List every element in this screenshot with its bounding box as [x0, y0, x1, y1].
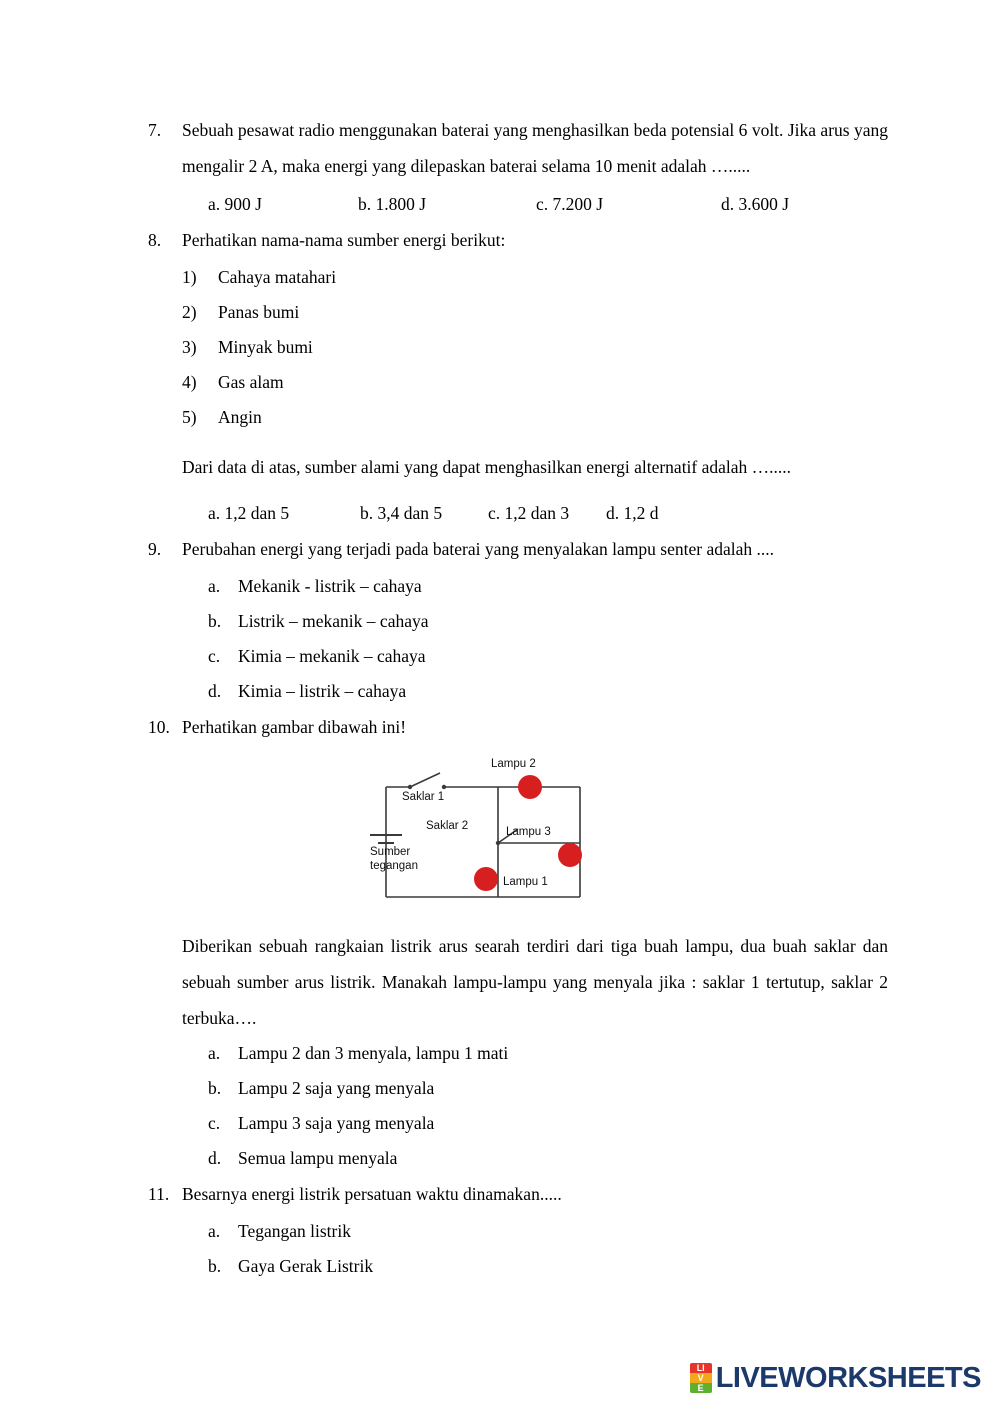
question-8-sub-item-5 — [182, 400, 888, 435]
circuit-diagram-svg — [358, 757, 618, 917]
question-10-option-b[interactable] — [208, 1071, 888, 1106]
question-7-options — [208, 186, 888, 222]
question-10-number: 10. — [148, 717, 170, 737]
option-text: Kimia – listrik – cahaya — [238, 681, 407, 701]
lamp-1-indicator — [474, 867, 498, 891]
option-label: a. — [208, 1221, 221, 1241]
question-7-option-a[interactable]: a. 900 J — [208, 194, 262, 214]
brand-name: LIVEWORKSHEETS — [715, 1361, 981, 1394]
label-switch-2: Saklar 2 — [426, 820, 469, 832]
option-label: a. — [208, 576, 221, 596]
question-11-number: 11. — [148, 1184, 170, 1204]
option-text: Tegangan listrik — [238, 1221, 351, 1241]
label-lamp-1: Lampu 1 — [503, 876, 548, 888]
option-text: Lampu 3 saja yang menyala — [238, 1113, 435, 1133]
question-8-option-b[interactable]: b. 3,4 dan 5 — [360, 503, 443, 523]
option-label: a. — [208, 1043, 221, 1063]
label-source-1: Sumber — [370, 846, 411, 858]
option-text: Listrik – mekanik – cahaya — [238, 611, 429, 631]
question-8-option-c[interactable]: c. 1,2 dan 3 — [488, 503, 570, 523]
question-9 — [148, 531, 888, 567]
liveworksheets-mark-icon — [690, 1363, 712, 1393]
question-11-option-b[interactable] — [208, 1249, 888, 1284]
label-lamp-3: Lampu 3 — [506, 826, 551, 838]
sub-item-label: 3) — [182, 337, 197, 357]
label-lamp-2: Lampu 2 — [491, 758, 536, 770]
label-source-2: tegangan — [370, 860, 418, 872]
sub-item-label: 4) — [182, 372, 197, 392]
question-10-option-a[interactable] — [208, 1036, 888, 1071]
question-8-sub-item-4 — [182, 365, 888, 400]
question-8-option-d[interactable]: d. 1,2 d — [606, 503, 659, 523]
question-9-option-d[interactable] — [208, 674, 888, 709]
option-text: Lampu 2 dan 3 menyala, lampu 1 mati — [238, 1043, 509, 1063]
brand-mark-line-3: E — [690, 1383, 712, 1393]
question-9-option-c[interactable] — [208, 639, 888, 674]
option-text: Lampu 2 saja yang menyala — [238, 1078, 435, 1098]
sub-item-label: 5) — [182, 407, 197, 427]
option-text: Semua lampu menyala — [238, 1148, 398, 1168]
question-7 — [148, 112, 888, 184]
sub-item-label: 2) — [182, 302, 197, 322]
liveworksheets-logo[interactable] — [690, 1361, 981, 1395]
document-content — [148, 112, 888, 1284]
question-7-number: 7. — [148, 120, 162, 140]
question-11-text: Besarnya energi listrik persatuan waktu dinamakan..... — [182, 1184, 562, 1204]
question-9-text: Perubahan energi yang terjadi pada baterai yang menyalakan lampu senter adalah .... — [182, 539, 775, 559]
question-11 — [148, 1176, 888, 1212]
question-7-text: Sebuah pesawat radio menggunakan baterai yang menghasilkan beda potensial 6 volt. Jika arus yang mengalir 2 A, maka energi yang dilepaskan baterai selama 10 menit adalah …..... — [182, 120, 888, 176]
option-text: Gaya Gerak Listrik — [238, 1256, 374, 1276]
sub-item-text: Minyak bumi — [218, 337, 313, 357]
sub-item-text: Panas bumi — [218, 302, 300, 322]
circuit-figure — [182, 757, 888, 922]
brand-mark-line-1: LI — [690, 1363, 712, 1373]
brand-mark-line-2: V — [690, 1373, 712, 1383]
question-10-text: Perhatikan gambar dibawah ini! — [182, 717, 407, 737]
label-switch-1: Saklar 1 — [402, 791, 445, 803]
question-8-options — [208, 495, 888, 531]
question-7-option-d[interactable]: d. 3.600 J — [721, 194, 790, 214]
option-text: Mekanik - listrik – cahaya — [238, 576, 422, 596]
question-10-paragraph: Diberikan sebuah rangkaian listrik arus searah terdiri dari tiga buah lampu, dua buah saklar dan sebuah sumber arus listrik. Manakah lampu-lampu yang menyala jika : saklar 1 tertutup, saklar 2 terbuka…. — [182, 936, 888, 1028]
lamp-3-indicator — [558, 843, 582, 867]
question-9-option-b[interactable] — [208, 604, 888, 639]
sub-item-text: Angin — [218, 407, 262, 427]
question-7-option-b[interactable]: b. 1.800 J — [358, 194, 427, 214]
sub-item-label: 1) — [182, 267, 197, 287]
question-8-paragraph: Dari data di atas, sumber alami yang dapat menghasilkan energi alternatif adalah …..... — [182, 457, 792, 477]
option-label: b. — [208, 1078, 222, 1098]
sub-item-text: Cahaya matahari — [218, 267, 337, 287]
question-8-number: 8. — [148, 230, 162, 250]
question-8 — [148, 222, 888, 258]
question-8-sub-item-3 — [182, 330, 888, 365]
question-10-option-d[interactable] — [208, 1141, 888, 1176]
question-8-sub-item-1 — [182, 260, 888, 295]
sub-item-text: Gas alam — [218, 372, 284, 392]
option-label: d. — [208, 1148, 222, 1168]
lamp-2-indicator — [518, 775, 542, 799]
option-label: c. — [208, 646, 221, 666]
option-text: Kimia – mekanik – cahaya — [238, 646, 426, 666]
question-10-option-c[interactable] — [208, 1106, 888, 1141]
question-9-option-a[interactable] — [208, 569, 888, 604]
option-label: d. — [208, 681, 222, 701]
option-label: c. — [208, 1113, 221, 1133]
question-8-option-a[interactable]: a. 1,2 dan 5 — [208, 503, 290, 523]
question-9-number: 9. — [148, 539, 162, 559]
question-10 — [148, 709, 888, 745]
option-label: b. — [208, 1256, 222, 1276]
question-8-text: Perhatikan nama-nama sumber energi berikut: — [182, 230, 506, 250]
question-11-option-a[interactable] — [208, 1214, 888, 1249]
question-8-sub-item-2 — [182, 295, 888, 330]
question-7-option-c[interactable]: c. 7.200 J — [536, 194, 604, 214]
option-label: b. — [208, 611, 222, 631]
